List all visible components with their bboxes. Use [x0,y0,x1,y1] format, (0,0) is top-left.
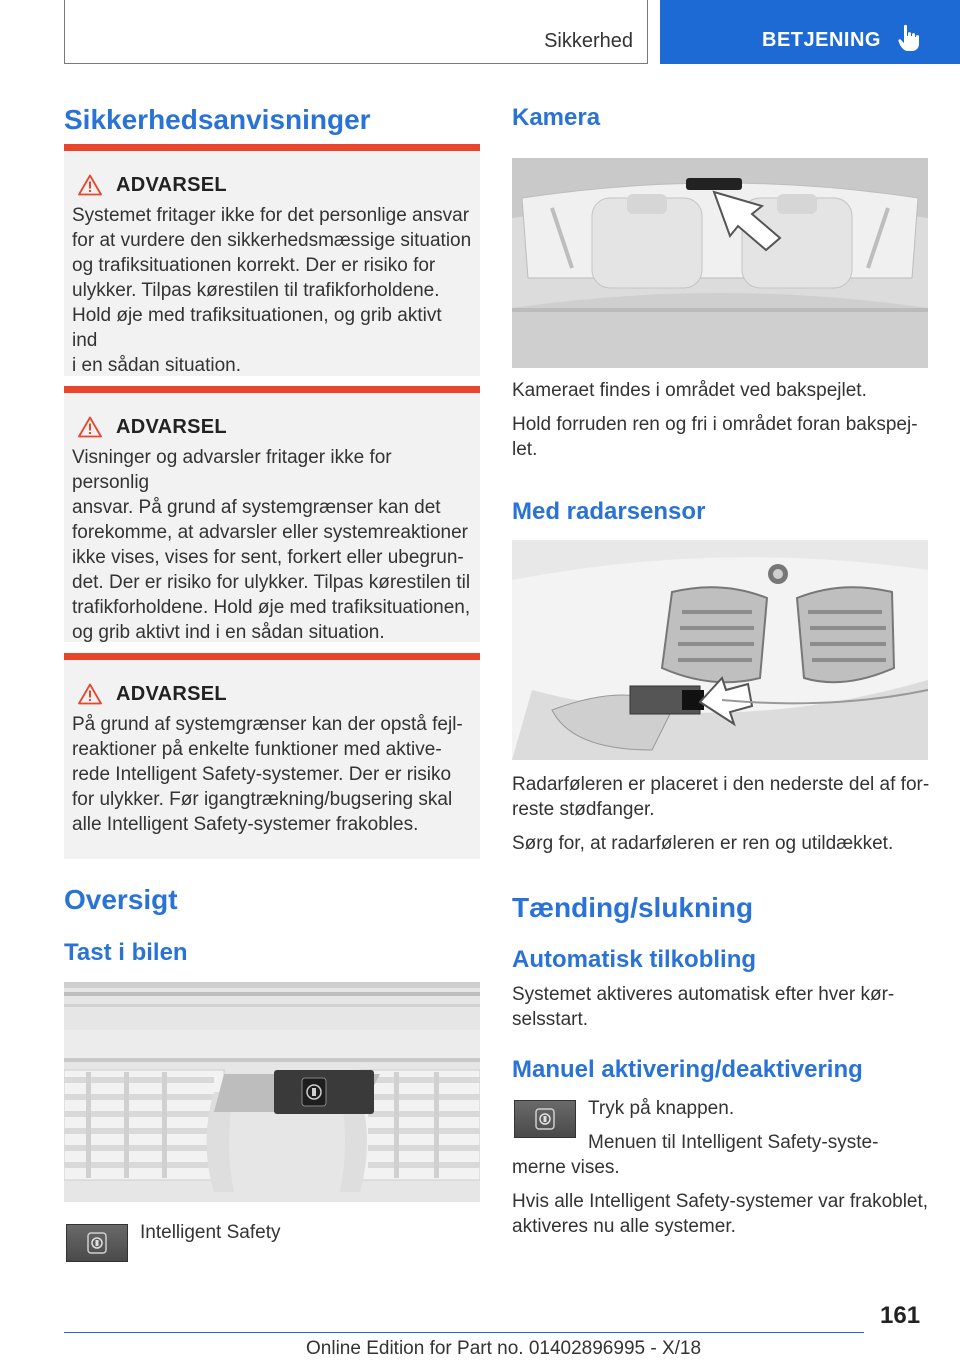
footer-divider [64,1332,864,1333]
radar-sensor-illustration [512,540,928,760]
warning-text: På grund af systemgrænser kan der opstå fejl- reaktioner på enkelte funktioner med aktive- rede Intelligent Safety-systemer. Der er risiko for ulykker. Før igangtrækning/bugsering skal alle Intelligent Safety-systemer frakobles. [72,714,463,835]
intelligent-safety-icon [535,1108,555,1130]
warning-triangle-icon [78,683,102,705]
header-section-box [64,0,648,64]
warning-label: ADVARSEL [116,415,227,438]
pointing-hand-icon [898,24,920,52]
subsection-title-auto: Automatisk tilkobling [512,946,757,973]
subsection-title-manual: Manuel aktivering/deaktivering [512,1056,863,1083]
dashboard-button-illustration [64,982,480,1202]
warning-text: Visninger og advarsler fritager ikke for personlig ansvar. På grund af systemgrænser kan det forekomme, at advarsler eller systemreaktioner ikke vises, vises for sent, forkert eller ubegrun- det. Der er risiko for ulykker. Tilpas kørestilen til trafikforholdene. Hold øje med trafiksituationen, og grib aktivt ind i en sådan situation. [72,447,471,643]
camera-text: Kameraet findes i området ved bakspejlet. Hold forruden ren og fri i området foran bakspej- let. [512,380,918,460]
warning-text: Systemet fritager ikke for det personlige ansvar for at vurdere den sikkerhedsmæssige situation og trafiksituationen korrekt. Der er risiko for ulykker. Tilpas kørestilen til trafikforholdene. Hold øje med trafiksituationen, og grib aktivt ind i en sådan situation. [72,205,472,376]
button-caption: Intelligent Safety [140,1222,281,1243]
warning-box-3 [64,653,480,859]
camera-illustration [512,158,928,368]
warning-label: ADVARSEL [116,173,227,196]
warning-triangle-icon [78,416,102,438]
warning-triangle-icon [78,174,102,196]
intelligent-safety-button-icon-2 [514,1100,576,1138]
manual-step-1: Tryk på knappen. [588,1098,735,1119]
section-title-ignition: Tænding/slukning [512,892,754,923]
radar-text: Radarføleren er placeret i den nederste del af for- reste stødfanger. Sørg for, at radarføleren er ren og utildækket. [512,774,930,854]
header-tab-betjening[interactable] [660,0,960,64]
section-title-oversigt: Oversigt [64,884,178,915]
subsection-title-tast: Tast i bilen [64,939,188,966]
warning-label: ADVARSEL [116,682,227,705]
header-section-label: Sikkerhed [544,30,633,52]
section-title-kamera: Kamera [512,104,601,131]
intelligent-safety-icon [87,1232,107,1254]
auto-text: Systemet aktiveres automatisk efter hver kør- selsstart. [512,984,895,1030]
footer-edition: Online Edition for Part no. 01402896995 - X/18 [306,1338,702,1359]
page-title: Sikkerhedsanvisninger [64,104,371,135]
section-title-radar: Med radarsensor [512,498,706,525]
manual-step-2a: Menuen til Intelligent Safety-syste- [588,1132,879,1153]
intelligent-safety-button-icon [66,1224,128,1262]
header-tab-label: BETJENING [762,29,881,51]
warning-box-1 [64,144,480,376]
manual-step-2b: merne vises. [512,1157,620,1178]
manual-text: Hvis alle Intelligent Safety-systemer var frakoblet, aktiveres nu alle systemer. [512,1191,929,1237]
warning-box-2 [64,386,480,642]
page-number: 161 [880,1302,921,1329]
